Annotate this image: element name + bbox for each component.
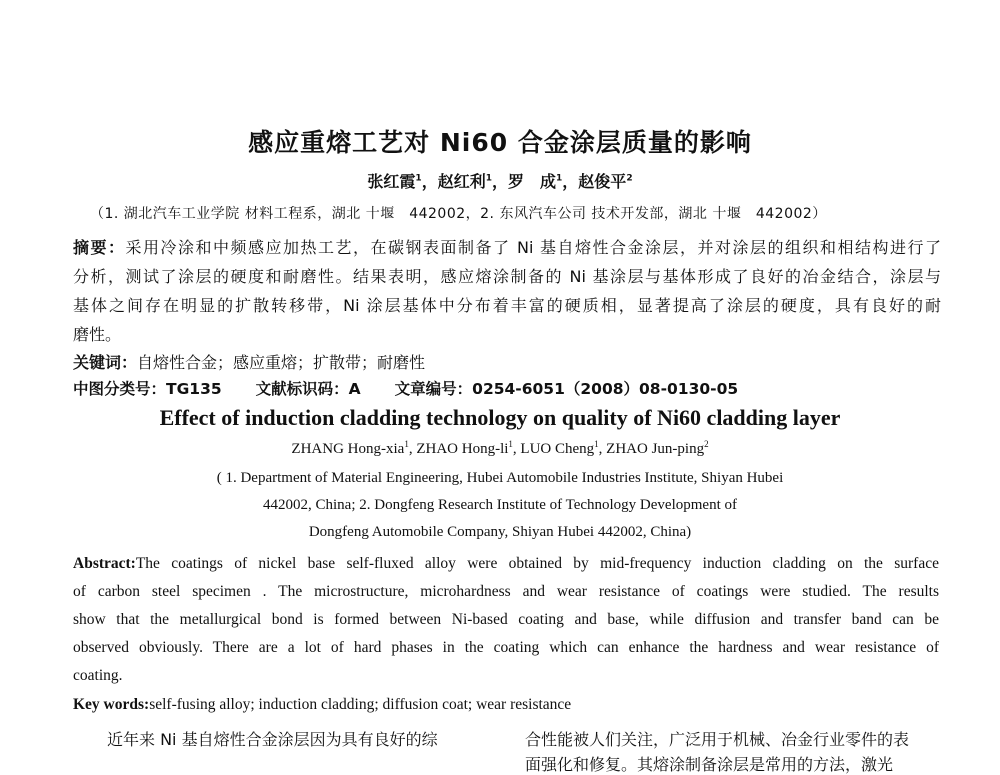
chinese-authors — [0, 169, 1000, 192]
english-keywords-label: Key words: — [73, 696, 150, 713]
english-abstract-line-2: of carbon steel specimen . The microstructure, microhardness and wear resistance of coatings were studied. The results — [73, 583, 939, 600]
author-2: 赵红利$^1$， — [437, 172, 508, 191]
body-text-left-column: 近年来 Ni 基自熔性合金涂层因为具有良好的综 — [107, 730, 438, 749]
english-abstract-line-4: observed obviously. There are a lot of hard phases in the coating which can enhance the hardness and wear resistance of — [73, 639, 939, 656]
chinese-affiliation: （1. 湖北汽车工业学院 材料工程系，湖北 十堰 442002，2. 东风汽车公司 技术开发部，湖北 十堰 442002） — [90, 206, 827, 222]
body-text-right-column-cut: 面强化和修复。其熔涂制备涂层是常用的方法，激光 — [525, 755, 894, 774]
en-author-4: ZHAO Jun-ping$^2$ — [606, 439, 709, 457]
chinese-abstract-line-3: 基体之间存在明显的扩散转移带，Ni 涂层基体中分布着丰富的硬质相，显著提高了涂层的硬度，具有良好的耐 — [73, 296, 941, 315]
document-code: 文献标识码：A — [255, 380, 361, 398]
english-abstract-label: Abstract: — [73, 555, 136, 572]
author-1: 张红霞$^1$， — [367, 172, 438, 191]
clc-number: 中图分类号：TG135 — [73, 380, 222, 398]
chinese-abstract-label: 摘要： — [73, 238, 126, 257]
chinese-abstract-line-2: 分析，测试了涂层的硬度和耐磨性。结果表明，感应熔涂制备的 Ni 基涂层与基体形成了良好的冶金结合，涂层与 — [73, 267, 941, 286]
en-author-1: ZHANG Hong-xia$^1$, — [291, 439, 417, 457]
author-4: 赵俊平$^2$ — [578, 172, 633, 191]
chinese-keywords-label: 关键词： — [73, 353, 138, 372]
chinese-title: 感应重熔工艺对 Ni60 合金涂层质量的影响 — [248, 128, 752, 157]
english-affiliation-line-1: ( 1. Department of Material Engineering, Hubei Automobile Industries Institute, Shiyan Hubei — [216, 470, 784, 486]
chinese-abstract-line-4: 磨性。 — [73, 325, 122, 344]
en-author-3: LUO Cheng$^1$, — [520, 439, 607, 457]
english-title: Effect of induction cladding technology on quality of Ni60 cladding layer — [159, 405, 841, 430]
body-text-right-column: 合性能被人们关注，广泛用于机械、冶金行业零件的表 — [525, 730, 910, 749]
english-affiliation-line-2: 442002, China; 2. Dongfeng Research Institute of Technology Development of — [263, 497, 737, 513]
english-keywords: Key words:self-fusing alloy; induction cladding; diffusion coat; wear resistance — [73, 696, 572, 713]
english-abstract-line-3: show that the metallurgical bond is formed between Ni-based coating and base, while diffusion and transfer band can be — [73, 611, 939, 628]
english-abstract-line-5: coating. — [73, 667, 123, 684]
author-3: 罗 成$^1$， — [508, 172, 579, 191]
classification-line — [73, 377, 772, 399]
article-number: 文章编号：0254-6051（2008）08-0130-05 — [394, 380, 739, 398]
chinese-keywords: 关键词：自熔性合金；感应重熔；扩散带；耐磨性 — [73, 353, 426, 372]
chinese-abstract-line-1: 摘要：采用冷涂和中频感应加热工艺，在碳钢表面制备了 Ni 基自熔性合金涂层，并对涂层的组织和相结构进行了 — [73, 238, 941, 257]
english-authors — [0, 441, 1000, 458]
english-abstract-line-1: Abstract:The coatings of nickel base self-fluxed alloy were obtained by mid-frequency induction cladding on the surface — [73, 555, 939, 572]
english-affiliation-line-3: Dongfeng Automobile Company, Shiyan Hubei 442002, China) — [308, 524, 692, 540]
en-author-2: ZHAO Hong-$li^1$, — [416, 439, 521, 457]
